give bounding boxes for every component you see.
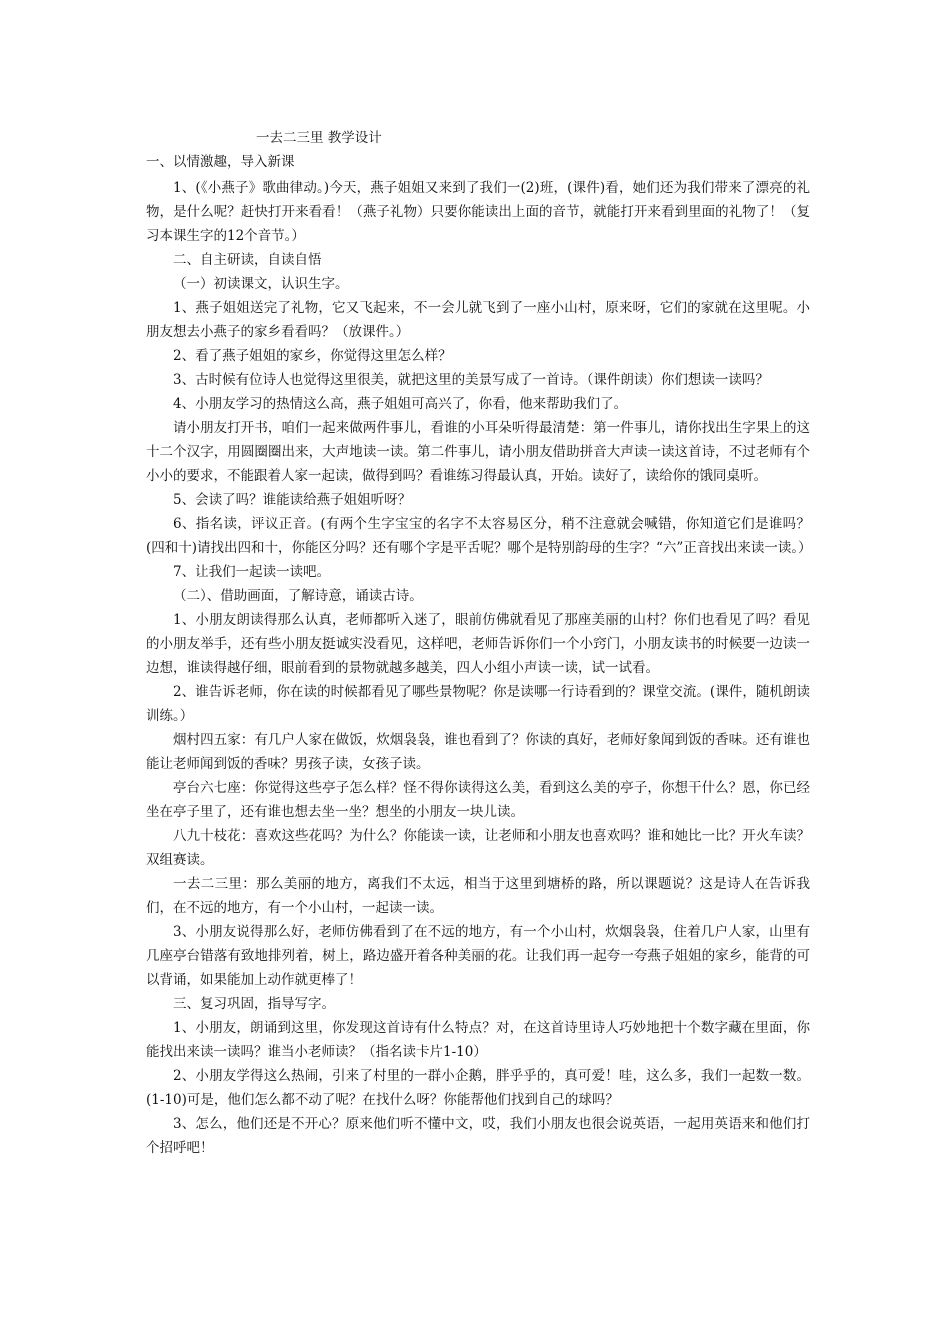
section-heading: 三、复习巩固，指导写字。 bbox=[173, 996, 335, 1012]
paragraph: 3、古时候有位诗人也觉得这里很美，就把这里的美景写成了一首诗。（课件朗读）你们想读一读吗？ bbox=[173, 372, 769, 388]
section-heading: 二、自主研读，自读自悟 bbox=[173, 252, 322, 268]
paragraph: 一去二三里：那么美丽的地方，离我们不太远，相当于这里到塘桥的路，所以课题说？这是诗人在告诉我们，在不远的地方，有一个小山村，一起读一读。 bbox=[146, 876, 810, 916]
paragraph: 1、(《小燕子》歌曲律动。)今天，燕子姐姐又来到了我们一(2)班，(课件)看，她们还为我们带来了漂亮的礼物，是什么呢？赶快打开来看看！（燕子礼物）只要你能读出上面的音节，就能打开来看到里面的礼物了！（复习本课生字的12个音节。） bbox=[146, 180, 810, 244]
paragraph: 2、小朋友学得这么热闹，引来了村里的一群小企鹅，胖乎乎的，真可爱！哇，这么多，我们一起数一数。(1-10)可是，他们怎么都不动了呢？在找什么呀？你能帮他们找到自己的球吗？ bbox=[146, 1068, 810, 1108]
paragraph: 2、看了燕子姐姐的家乡，你觉得这里怎么样？ bbox=[173, 348, 452, 364]
paragraph: 1、小朋友，朗诵到这里，你发现这首诗有什么特点？对，在这首诗里诗人巧妙地把十个数字藏在里面，你能找出来读一读吗？谁当小老师读？（指名读卡片1-10） bbox=[146, 1020, 810, 1060]
paragraph: 八九十枝花：喜欢这些花吗？为什么？你能读一读，让老师和小朋友也喜欢吗？谁和她比一比？开火车读？双组赛读。 bbox=[146, 828, 810, 868]
subsection-heading: （二）、借助画面，了解诗意，诵读古诗。 bbox=[173, 588, 423, 604]
paragraph: 请小朋友打开书，咱们一起来做两件事儿，看谁的小耳朵听得最清楚：第一件事儿，请你找出生字果上的这十二个汉字，用圆圈圈出来，大声地读一读。第二件事儿，请小朋友借助拼音大声读一读这首诗，不过老师有个小小的要求，不能跟着人家一起读，做得到吗？看谁练习得最认真，开始。读好了，读给你的饿同桌听。 bbox=[146, 420, 810, 484]
paragraph: 3、怎么，他们还是不开心？原来他们听不懂中文，哎，我们小朋友也很会说英语，一起用英语来和他们打个招呼吧！ bbox=[146, 1116, 810, 1156]
paragraph: 2、谁告诉老师，你在读的时候都看见了哪些景物呢？你是读哪一行诗看到的？课堂交流。(课件，随机朗读训练。） bbox=[146, 684, 810, 724]
paragraph: 烟村四五家：有几户人家在做饭，炊烟袅袅，谁也看到了？你读的真好，老师好象闻到饭的香味。还有谁也能让老师闻到饭的香味？男孩子读，女孩子读。 bbox=[146, 732, 810, 772]
document-title: 一去二三里 教学设计 bbox=[256, 130, 382, 146]
paragraph: 7、让我们一起读一读吧。 bbox=[173, 564, 331, 580]
section-heading-intro: 一、以情激趣，导入新课 bbox=[146, 154, 295, 170]
paragraph: 1、小朋友朗读得那么认真，老师都听入迷了，眼前仿佛就看见了那座美丽的山村？你们也看见了吗？看见的小朋友举手，还有些小朋友挺诚实没看见，这样吧，老师告诉你们一个小窍门，小朋友读书的时候要一边读一边想，谁读得越仔细，眼前看到的景物就越多越美，四人小组小声读一读，试一试看。 bbox=[146, 612, 810, 676]
paragraph: 4、小朋友学习的热情这么高，燕子姐姐可高兴了，你看，他来帮助我们了。 bbox=[173, 396, 628, 412]
document-body bbox=[146, 176, 810, 1160]
paragraph: 亭台六七座：你觉得这些亭子怎么样？怪不得你读得这么美，看到这么美的亭子，你想干什么？恩，你已经坐在亭子里了，还有谁也想去坐一坐？想坐的小朋友一块儿读。 bbox=[146, 780, 810, 820]
paragraph: 6、指名读，评议正音。(有两个生字宝宝的名字不太容易区分，稍不注意就会喊错，你知道它们是谁吗？(四和十)请找出四和十，你能区分吗？还有哪个字是平舌呢？哪个是特别韵母的生字？“六”正音找出来读一读。） bbox=[146, 516, 812, 556]
subsection-heading: （一）初读课文，认识生字。 bbox=[173, 276, 349, 292]
paragraph: 3、小朋友说得那么好，老师仿佛看到了在不远的地方，有一个小山村，炊烟袅袅，住着几户人家，山里有几座亭台错落有致地排列着，树上，路边盛开着各种美丽的花。让我们再一起夸一夸燕子姐姐的家乡，能背的可以背诵，如果能加上动作就更棒了！ bbox=[146, 924, 810, 988]
paragraph: 5、会读了吗？谁能读给燕子姐姐听呀？ bbox=[173, 492, 412, 508]
paragraph: 1、燕子姐姐送完了礼物，它又飞起来，不一会儿就飞到了一座小山村，原来呀，它们的家就在这里呢。小朋友想去小燕子的家乡看看吗？（放课件。） bbox=[146, 300, 810, 340]
